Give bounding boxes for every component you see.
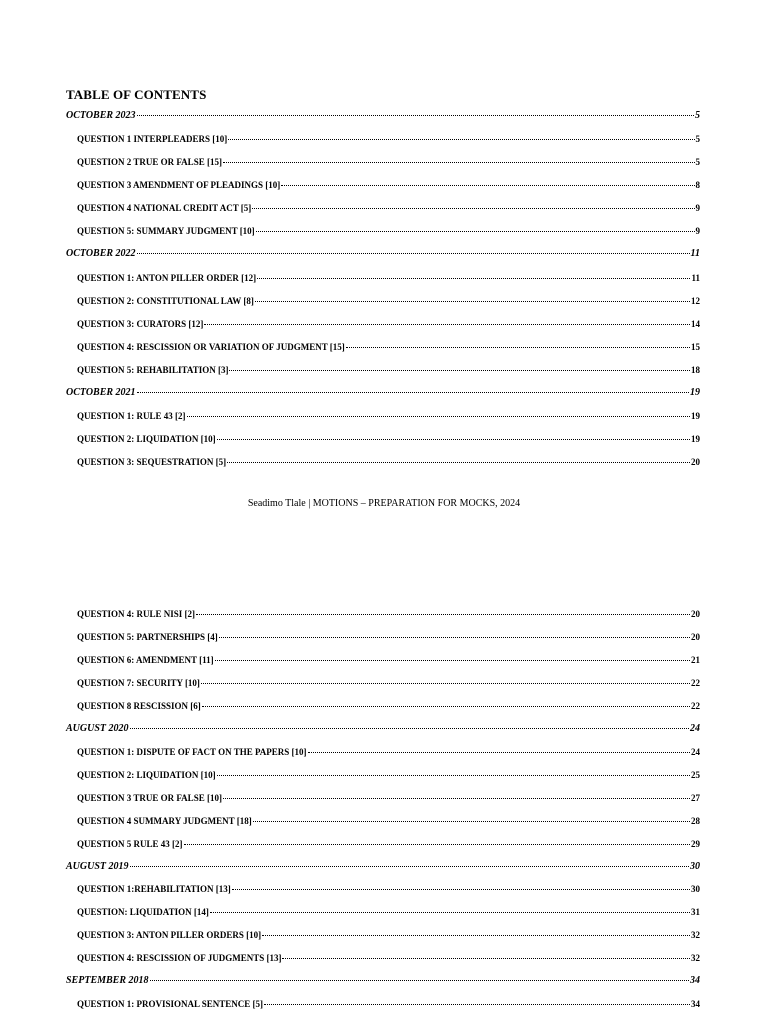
toc-entry-label: QUESTION 4: RESCISSION OF JUDGMENTS [13] [77,953,282,964]
toc-page-number: 24 [690,722,700,734]
toc-question-entry[interactable] [77,745,700,759]
toc-section-entry[interactable] [66,974,700,988]
toc-question-entry[interactable] [77,201,700,215]
page-footer: Seadimo Tlale | MOTIONS – PREPARATION FOR MOCKS, 2024 [247,498,521,509]
dot-leader [346,346,690,348]
dot-leader [223,161,695,163]
toc-entry-label: QUESTION 2: LIQUIDATION [10] [77,434,216,444]
toc-entry-label: QUESTION 1 INTERPLEADERS [10] [77,134,228,145]
dot-leader [219,636,690,638]
toc-page-number: 22 [691,677,700,688]
toc-page-number: 34 [690,975,700,987]
toc-page-number: 27 [691,792,700,803]
toc-page-number: 24 [691,746,700,757]
toc-entry-label: QUESTION 4 SUMMARY JUDGMENT [18] [77,815,252,826]
toc-entry-label: AUGUST 2019 [66,860,129,872]
dot-leader [257,277,690,279]
dot-leader [232,888,690,890]
dot-leader [227,461,690,463]
toc-question-entry[interactable] [77,294,700,308]
toc-page-number: 32 [691,953,700,964]
toc-entry-label: OCTOBER 2021 [66,386,136,398]
toc-entry-label: QUESTION 3: CURATORS [12] [77,318,204,329]
toc-question-entry[interactable] [77,905,700,919]
dot-leader [202,705,690,707]
toc-page-number: 12 [691,295,700,306]
toc-question-entry[interactable] [77,155,700,169]
toc-page-number: 15 [691,341,700,352]
toc-page-number: 5 [695,110,700,121]
toc-question-entry[interactable] [77,432,700,446]
toc-question-entry[interactable] [77,607,700,621]
toc-page-number: 21 [691,654,700,665]
dot-leader [223,797,690,799]
toc-page-number: 29 [691,838,700,849]
toc-entry-label: QUESTION 1: DISPUTE OF FACT ON THE PAPERS [10] [77,746,307,757]
toc-entry-label: QUESTION 8 RESCISSION [6] [77,700,201,711]
toc-question-entry[interactable] [77,455,700,469]
toc-entry-label: QUESTION 7: SECURITY [10] [77,677,200,688]
toc-question-entry[interactable] [77,132,700,146]
toc-entry-label: QUESTION 4: RESCISSION OR VARIATION OF JUDGMENT [15] [77,341,345,352]
dot-leader [201,682,690,684]
toc-question-entry[interactable] [77,882,700,896]
toc-question-entry[interactable] [77,791,700,805]
toc-entry-label: QUESTION 1: ANTON PILLER ORDER [12] [77,272,257,283]
toc-page-number: 18 [691,364,700,375]
toc-question-entry[interactable] [77,951,700,965]
dot-leader [262,934,690,936]
toc-entry-label: QUESTION 2: LIQUIDATION [10] [77,769,216,780]
toc-page-number: 14 [691,318,700,329]
toc-page-number: 30 [691,884,700,895]
toc-page-number: 22 [691,700,700,711]
toc-page-number: 19 [691,410,700,421]
toc-entry-label: OCTOBER 2022 [66,248,136,260]
toc-question-entry[interactable] [77,814,700,828]
dot-leader [187,415,690,417]
toc-entry-label: QUESTION 5: PARTNERSHIPS [4] [77,632,218,642]
dot-leader [137,114,694,116]
toc-entry-label: QUESTION 1: RULE 43 [2] [77,410,186,421]
dot-leader [130,727,689,729]
dot-leader [204,323,690,325]
toc-entry-label: QUESTION 3 AMENDMENT OF PLEADINGS [10] [77,180,281,191]
toc-page-number: 28 [691,815,700,826]
toc-section-entry[interactable] [66,722,700,736]
dot-leader [281,184,694,186]
toc-entry-label: QUESTION: LIQUIDATION [14] [77,907,209,918]
dot-leader [137,252,690,254]
toc-entry-label: QUESTION 1: PROVISIONAL SENTENCE [5] [77,999,264,1010]
toc-entry-label: QUESTION 2: CONSTITUTIONAL LAW [8] [77,295,254,306]
toc-question-entry[interactable] [77,676,700,690]
dot-leader [215,659,690,661]
toc-section-entry[interactable] [66,109,700,123]
dot-leader [264,1003,690,1005]
toc-entry-label: SEPTEMBER 2018 [66,975,149,987]
toc-entry-label: OCTOBER 2023 [66,110,136,121]
dot-leader [184,843,690,845]
toc-entry-label: QUESTION 3: SEQUESTRATION [5] [77,457,227,468]
toc-question-entry[interactable] [77,653,700,667]
dot-leader [130,865,689,867]
toc-page-number: 32 [691,930,700,941]
toc-question-entry[interactable] [77,340,700,354]
dot-leader [150,979,689,981]
toc-page-number: 34 [691,999,700,1010]
toc-question-entry[interactable] [77,928,700,942]
toc-question-entry[interactable] [77,409,700,423]
toc-entry-label: QUESTION 2 TRUE OR FALSE [15] [77,157,222,168]
toc-entry-label: QUESTION 4: RULE NISI [2] [77,609,196,619]
toc-section-entry[interactable] [66,247,700,261]
toc-page-number: 20 [691,609,700,619]
toc-question-entry[interactable] [77,699,700,713]
dot-leader [210,911,690,913]
toc-question-entry[interactable] [77,837,700,851]
toc-page-number: 19 [691,434,700,444]
toc-page-number: 5 [695,157,700,168]
toc-entry-label: QUESTION 4 NATIONAL CREDIT ACT [5] [77,203,252,214]
dot-leader [308,751,690,753]
toc-question-entry[interactable] [77,363,700,377]
dot-leader [255,300,690,302]
dot-leader [282,957,690,959]
toc-question-entry[interactable] [77,768,700,782]
dot-leader [253,820,690,822]
toc-entry-label: QUESTION 5: SUMMARY JUDGMENT [10] [77,226,255,237]
toc-page-number: 25 [691,769,700,780]
toc-page-number: 9 [695,226,700,237]
dot-leader [217,774,690,776]
toc-page-number: 30 [690,860,700,872]
toc-entry-label: QUESTION 3 TRUE OR FALSE [10] [77,792,222,803]
dot-leader [228,138,694,140]
toc-entry-label: QUESTION 5 RULE 43 [2] [77,838,183,849]
toc-page-number: 11 [691,272,700,283]
toc-page-number: 5 [695,134,700,145]
toc-question-entry[interactable] [77,178,700,192]
dot-leader [256,230,695,232]
toc-page-number: 20 [691,457,700,468]
toc-entry-label: QUESTION 1:REHABILITATION [13] [77,884,231,895]
toc-entry-label: AUGUST 2020 [66,722,129,734]
toc-entry-label: QUESTION 5: REHABILITATION [3] [77,364,229,375]
dot-leader [137,391,689,393]
toc-page-number: 11 [690,248,700,260]
toc-page-number: 20 [691,632,700,642]
toc-section-entry[interactable] [66,386,700,400]
toc-entry-label: QUESTION 3: ANTON PILLER ORDERS [10] [77,930,262,941]
toc-question-entry[interactable] [77,997,700,1011]
dot-leader [217,438,690,440]
toc-section-entry[interactable] [66,860,700,874]
toc-page-number: 19 [690,386,700,398]
toc-page-number: 9 [695,203,700,214]
toc-question-entry[interactable] [77,224,700,238]
dot-leader [252,207,694,209]
toc-question-entry[interactable] [77,271,700,285]
toc-question-entry[interactable] [77,317,700,331]
dot-leader [196,613,690,615]
toc-entry-label: QUESTION 6: AMENDMENT [11] [77,654,214,665]
toc-page-number: 31 [691,907,700,918]
toc-title: TABLE OF CONTENTS [66,87,207,102]
toc-page-number: 8 [695,180,700,191]
dot-leader [229,369,690,371]
toc-question-entry[interactable] [77,630,700,644]
